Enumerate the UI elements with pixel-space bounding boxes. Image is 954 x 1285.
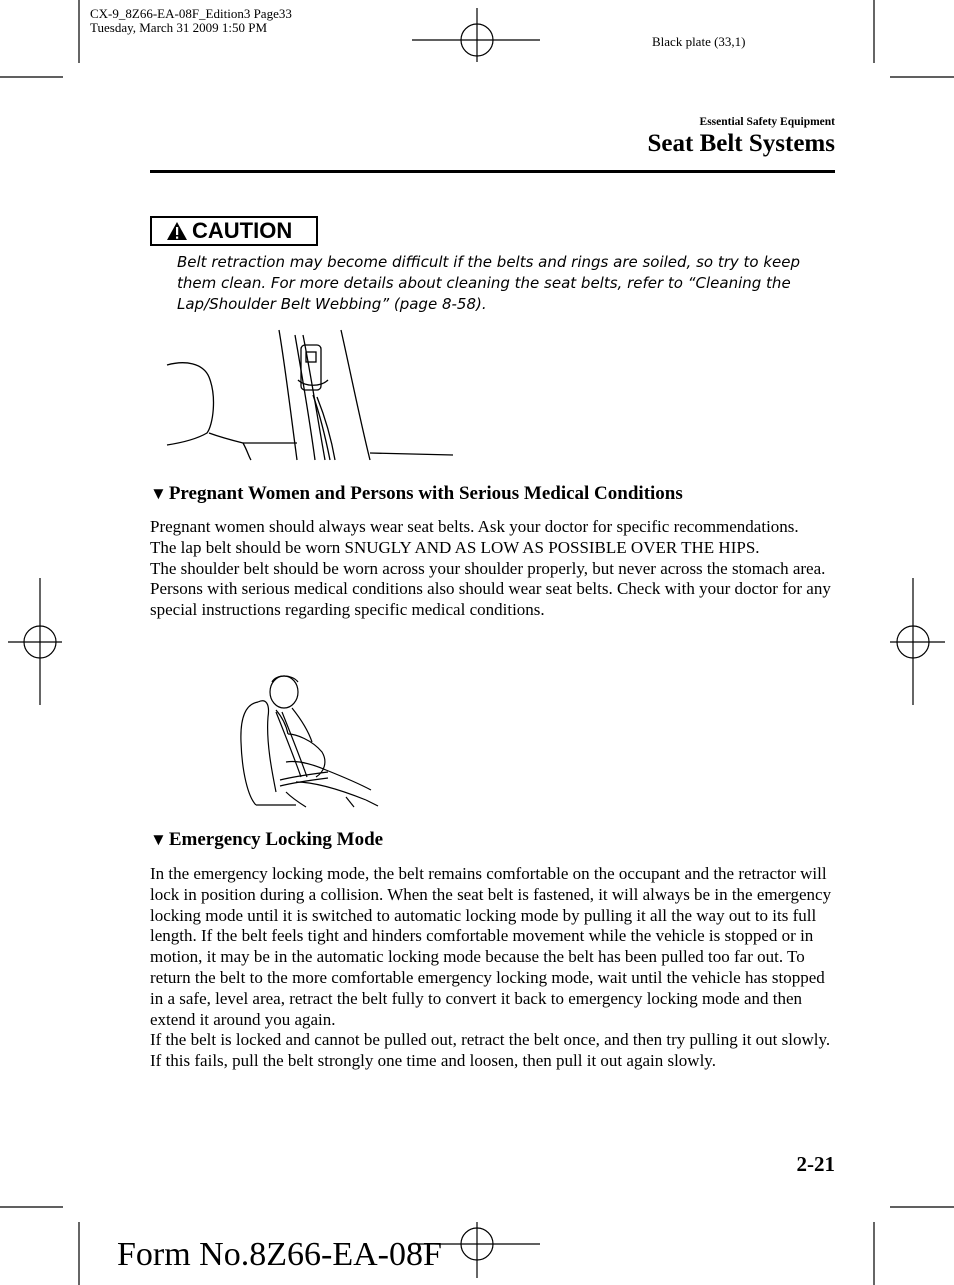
print-info [90,7,292,35]
plate-label: Black plate (33,1) [652,34,746,49]
paragraph: The shoulder belt should be worn across your shoulder properly, but never across the stomach area. [150,558,826,578]
paragraph: Persons with serious medical conditions also should wear seat belts. Check with your doctor for any special instructions regarding specific medical conditions. [150,579,831,620]
pregnant-women-body [150,517,840,621]
paragraph: In the emergency locking mode, the belt remains comfortable on the occupant and the retractor will lock in position during a collision. When the seat belt is fastened, it will always be in the emergency locking mode until it is switched to automatic locking mode by pulling it all the way out to its full length. If the belt feels tight and hinders comfortable movement while the vehicle is stopped or in motion, it may be in the automatic locking mode because the belt has been pulled too far out. To return the belt to the more comfortable emergency locking mode, wait until the vehicle has stopped in a safe, level area, retract the belt fully to convert it back to emergency locking mode and then extend it around you again. [150,864,832,1029]
seat-belt-anchor-illustration [165,325,455,465]
emergency-locking-body [150,864,840,1072]
triangle-bullet-icon: ▼ [150,830,167,849]
heading-pregnant-women [150,483,683,505]
heading-emergency-locking [150,829,383,851]
paragraph: Pregnant women should always wear seat belts. Ask your doctor for specific recommendations. [150,517,799,536]
caution-text: Belt retraction may become difficult if the belts and rings are soiled, so try to keep them clean. For more details about cleaning the seat belts, refer to “Cleaning the Lap/Shoulder Belt Webbing” (page 8-58). [177,253,801,313]
header-rule [150,170,835,173]
heading-text: Pregnant Women and Persons with Serious Medical Conditions [168,483,683,504]
warning-icon [166,221,188,241]
pregnant-woman-illustration [236,672,381,812]
form-number: Form No.8Z66-EA-08F [117,1236,442,1273]
print-info-line2: Tuesday, March 31 2009 1:50 PM [90,20,268,35]
caution-label: CAUTION [192,218,293,243]
heading-text: Emergency Locking Mode [168,829,384,850]
paragraph: If the belt is locked and cannot be pulled out, retract the belt once, and then try pulling it out slowly. If this fails, pull the belt strongly one time and loosen, then pull it out again slowly. [150,1030,831,1071]
triangle-bullet-icon: ▼ [150,484,167,503]
section-name: Essential Safety Equipment [699,116,835,128]
page-title: Seat Belt Systems [647,130,835,157]
caution-box [150,216,318,246]
paragraph: The lap belt should be worn SNUGLY AND AS LOW AS POSSIBLE OVER THE HIPS. [150,537,760,557]
page-number: 2-21 [796,1152,835,1176]
print-info-line1: CX-9_8Z66-EA-08F_Edition3 Page33 [90,6,292,21]
